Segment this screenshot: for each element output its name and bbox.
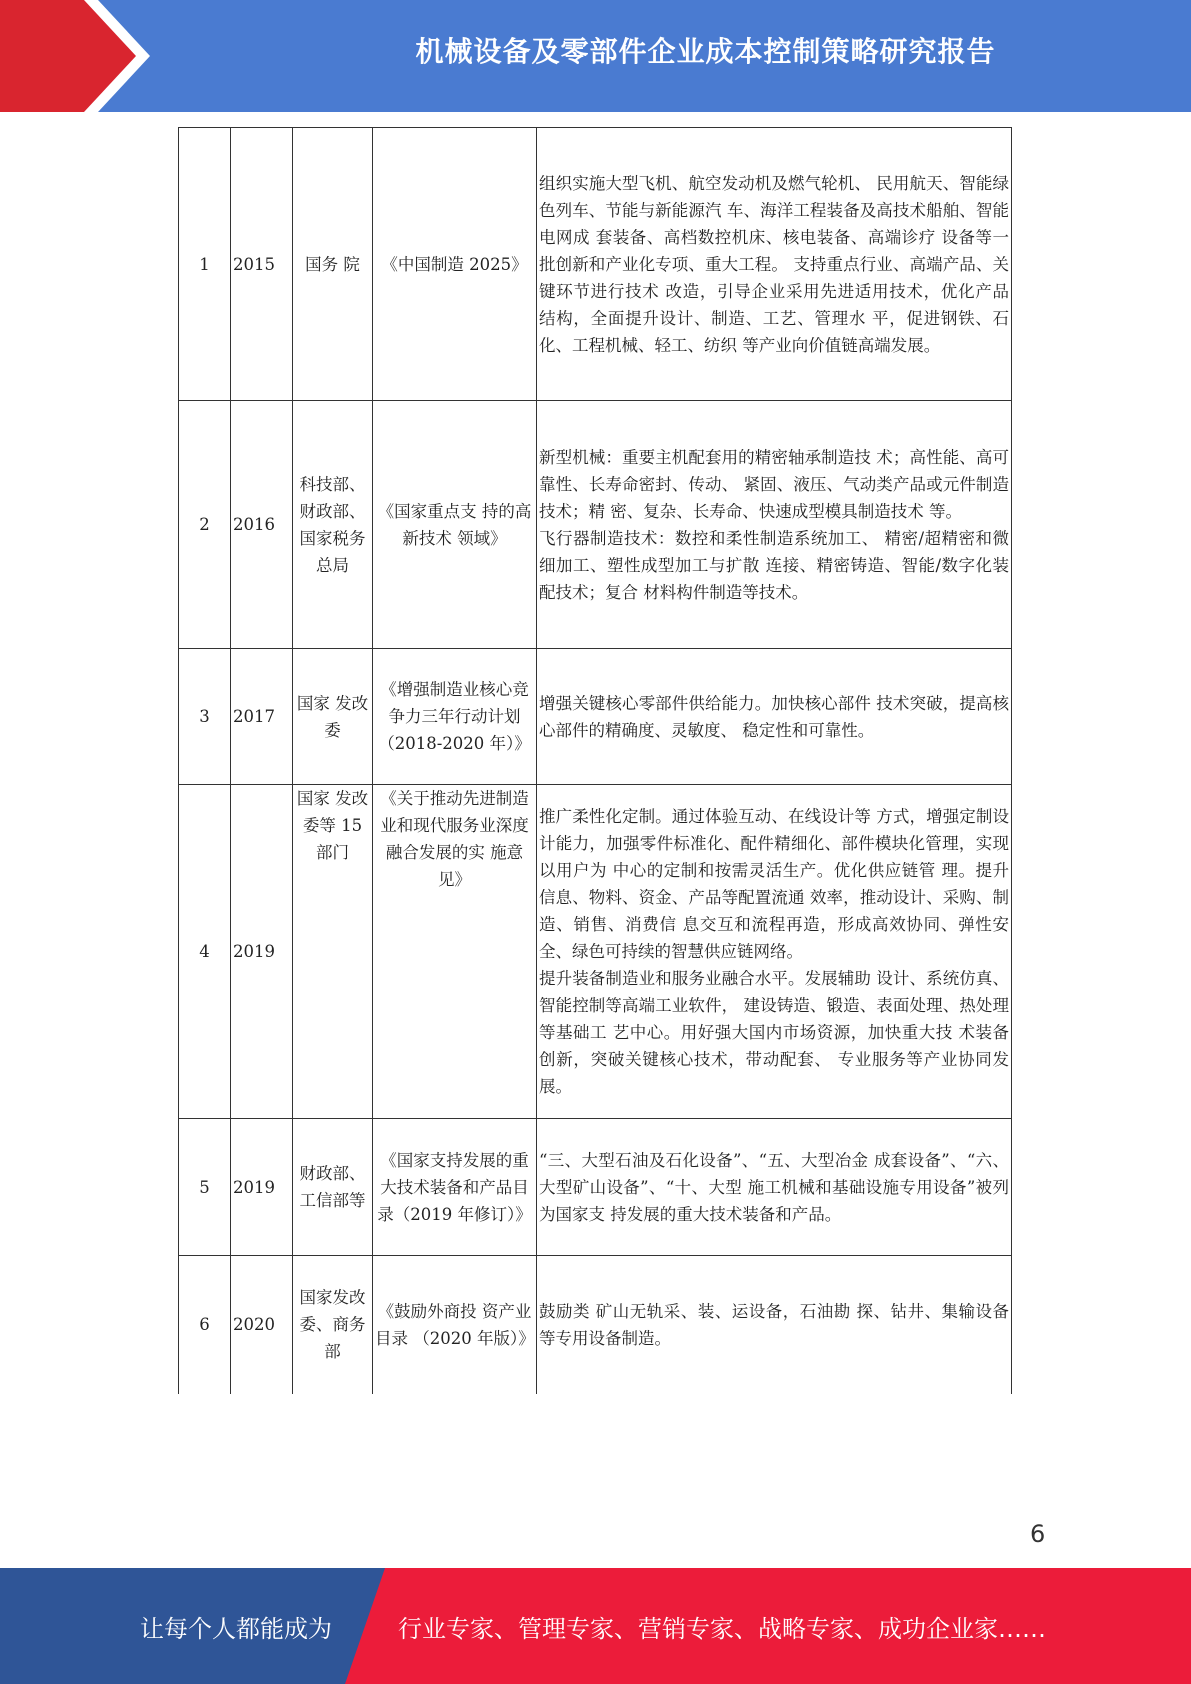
row-year: 2019: [231, 1119, 293, 1256]
footer-slogan-left: 让每个人都能成为: [140, 1614, 332, 1643]
row-content: 新型机械：重要主机配套用的精密轴承制造技 术；高性能、高可靠性、长寿命密封、传动、 紧固、液压、气动类产品或元件制造技术；精 密、复杂、长寿命、快速成型模具制造技术 等。 飞行器制造技术：数控和柔性制造系统加工、 精密/超精密和微细加工、塑性成型加工与扩散 连接、精密铸造、智能/数字化装配技术；复合 材料构件制造等技术。: [537, 401, 1012, 649]
row-content: “三、大型石油及石化设备”、“五、大型冶金 成套设备”、“六、大型矿山设备”、“十、大型 施工机械和基础设施专用设备”被列为国家支 持发展的重大技术装备和产品。: [537, 1119, 1012, 1256]
table-row: [179, 1119, 1012, 1256]
red-chevron-icon: [0, 0, 160, 112]
row-year: 2020: [231, 1256, 293, 1394]
row-number: 2: [179, 401, 231, 649]
row-year: 2019: [231, 785, 293, 1119]
footer-slogan-right: 行业专家、管理专家、营销专家、战略专家、成功企业家……: [398, 1614, 1046, 1643]
row-year: 2015: [231, 128, 293, 401]
row-department: 国家 发改委等 15 部门: [293, 785, 373, 1119]
table-row: [179, 785, 1012, 1119]
policy-table-wrapper: [178, 127, 1011, 1394]
row-document: 《中国制造 2025》: [373, 128, 537, 401]
row-document: 《鼓励外商投 资产业目录 （2020 年版）》: [373, 1256, 537, 1394]
page-footer: [0, 1568, 1191, 1684]
table-row: [179, 401, 1012, 649]
row-content: 鼓励类 矿山无轨采、装、运设备，石油勘 探、钻井、集输设备等专用设备制造。: [537, 1256, 1012, 1394]
row-number: 5: [179, 1119, 231, 1256]
table-row: [179, 1256, 1012, 1394]
row-department: 国家发改委、商务部: [293, 1256, 373, 1394]
row-document: 《增强制造业核心竞争力三年行动计划（2018-2020 年）》: [373, 649, 537, 785]
row-document: 《国家重点支 持的高新技术 领域》: [373, 401, 537, 649]
row-department: 国务 院: [293, 128, 373, 401]
row-document: 《国家支持发展的重大技术装备和产品目录（2019 年修订）》: [373, 1119, 537, 1256]
row-number: 1: [179, 128, 231, 401]
row-year: 2016: [231, 401, 293, 649]
row-document: 《关于推动先进制造业和现代服务业深度 融合发展的实 施意见》: [373, 785, 537, 1119]
row-content: 增强关键核心零部件供给能力。加快核心部件 技术突破，提高核心部件的精确度、灵敏度、 稳定性和可靠性。: [537, 649, 1012, 785]
page-number: 6: [1030, 1520, 1046, 1548]
row-content: 组织实施大型飞机、航空发动机及燃气轮机、 民用航天、智能绿色列车、节能与新能源汽 车、海洋工程装备及高技术船舶、智能电网成 套装备、高档数控机床、核电装备、高端诊疗 设备等一批创新和产业化专项、重大工程。 支持重点行业、高端产品、关键环节进行技术 改造，引导企业采用先进适用技术，优化产品 结构，全面提升设计、制造、工艺、管理水 平，促进钢铁、石化、工程机械、轻工、纺织 等产业向价值链高端发展。: [537, 128, 1012, 401]
page-header: [0, 0, 1191, 112]
row-content: 推广柔性化定制。通过体验互动、在线设计等 方式，增强定制设计能力，加强零件标准化、配件精细化、部件模块化管理，实现以用户为 中心的定制和按需灵活生产。优化供应链管 理。提升信息、物料、资金、产品等配置流通 效率，推动设计、采购、制造、销售、消费信 息交互和流程再造，形成高效协同、弹性安全、绿色可持续的智慧供应链网络。 提升装备制造业和服务业融合水平。发展辅助 设计、系统仿真、智能控制等高端工业软件， 建设铸造、锻造、表面处理、热处理等基础工 艺中心。用好强大国内市场资源，加快重大技 术装备创新，突破关键核心技术，带动配套、 专业服务等产业协同发展。: [537, 785, 1012, 1119]
row-number: 4: [179, 785, 231, 1119]
row-year: 2017: [231, 649, 293, 785]
row-department: 国家 发改 委: [293, 649, 373, 785]
row-department: 财政部、工信部等: [293, 1119, 373, 1256]
row-department: 科技部、财政部、国家税务总局: [293, 401, 373, 649]
policy-table: [178, 127, 1012, 1394]
row-number: 3: [179, 649, 231, 785]
row-number: 6: [179, 1256, 231, 1394]
page-title: 机械设备及零部件企业成本控制策略研究报告: [415, 35, 996, 68]
table-row: [179, 649, 1012, 785]
table-row: [179, 128, 1012, 401]
